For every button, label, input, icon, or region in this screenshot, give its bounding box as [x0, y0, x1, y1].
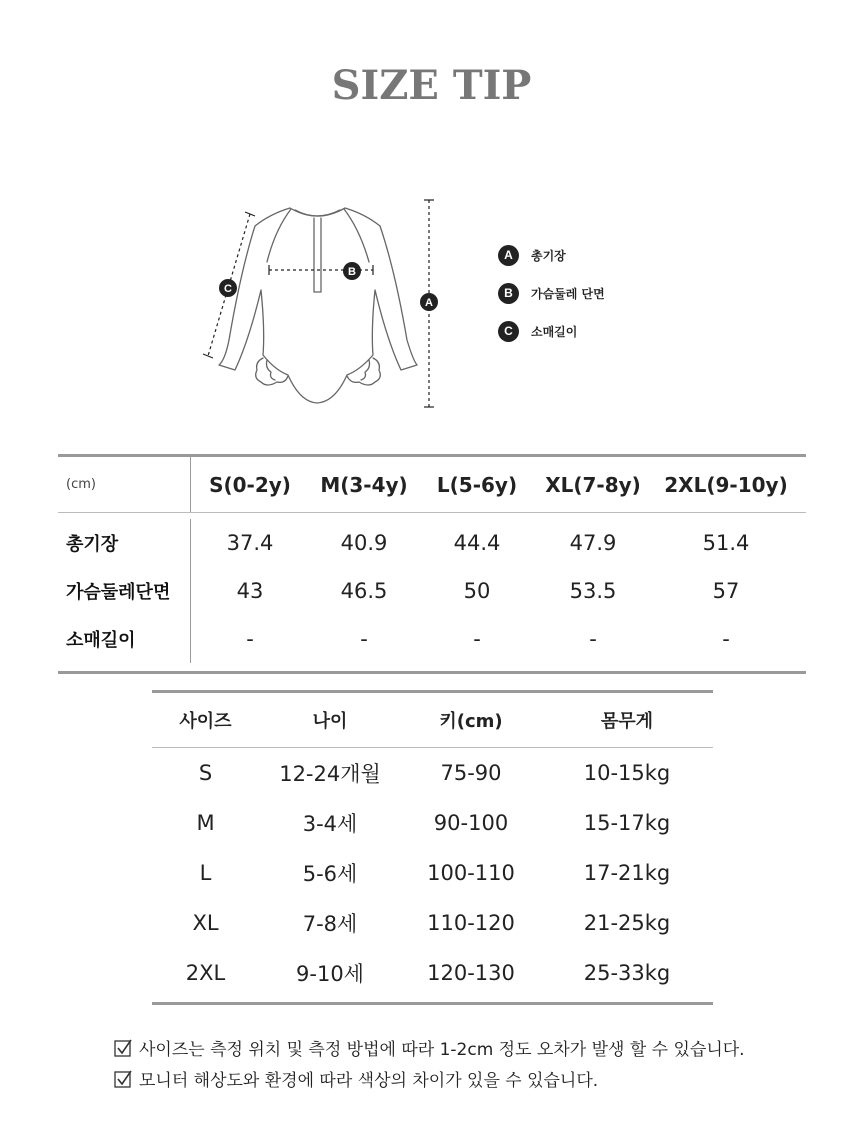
legend-label: 소매길이 [531, 324, 578, 339]
swimsuit-diagram [195, 190, 445, 415]
unit-label: (cm) [66, 477, 96, 492]
table-cell: 40.9 [340, 531, 388, 555]
table-cell: 50 [463, 579, 491, 603]
table-cell: - [722, 627, 730, 651]
legend-item [498, 236, 605, 274]
table-cell: M [196, 811, 215, 835]
table-cell: 37.4 [226, 531, 274, 555]
row-label-cell [58, 615, 191, 663]
table-cell: 5-6세 [302, 862, 358, 886]
checkbox-checked-icon [114, 1069, 133, 1088]
table-cell: - [589, 627, 597, 651]
table-cell: 46.5 [340, 579, 388, 603]
table-cell: 75-90 [440, 761, 502, 785]
table-cell: - [473, 627, 481, 651]
table-row [152, 948, 713, 998]
table-row [152, 798, 713, 848]
marker-b-label: B [348, 266, 356, 278]
table-row [152, 748, 713, 798]
marker-a-label: A [425, 297, 433, 309]
table-body [58, 513, 806, 671]
note-text: 모니터 해상도와 환경에 따라 색상의 차이가 있을 수 있습니다. [139, 1071, 599, 1091]
size-guide-table [152, 690, 713, 1005]
legend-item [498, 274, 605, 312]
table-cell: 9-10세 [296, 962, 364, 986]
row-label: 소매길이 [66, 630, 136, 651]
row-label-cell [58, 519, 191, 567]
measurement-table [58, 454, 806, 674]
legend-label: 총기장 [531, 248, 566, 263]
marker-c-label: C [224, 283, 232, 295]
table-cell: 12-24개월 [279, 762, 381, 786]
table-row [58, 519, 806, 567]
table-cell: L [199, 861, 212, 885]
table-cell: 51.4 [702, 531, 750, 555]
legend-label: 가슴둘레 단면 [531, 286, 605, 301]
table-cell: 43 [236, 579, 264, 603]
size-header: L(5-6y) [436, 472, 518, 497]
table-cell: XL [192, 911, 219, 935]
table-cell: 90-100 [433, 811, 509, 835]
legend-badge: A [498, 245, 519, 266]
size-header: 2XL(9-10y) [664, 472, 788, 497]
note-item [114, 1032, 745, 1063]
table-cell: 44.4 [453, 531, 501, 555]
column-header: 사이즈 [179, 711, 232, 732]
size-header: M(3-4y) [320, 472, 408, 497]
table-header-row [58, 457, 806, 513]
table-row [152, 898, 713, 948]
legend-badge: B [498, 283, 519, 304]
unit-cell [58, 457, 191, 512]
column-header: 몸무게 [600, 711, 654, 732]
note-item [114, 1063, 745, 1094]
table-cell: 10-15kg [583, 761, 671, 785]
table-cell: 3-4세 [302, 812, 358, 836]
column-header: 키(cm) [439, 711, 503, 732]
table-body [152, 748, 713, 1002]
table-cell: 47.9 [569, 531, 617, 555]
table-cell: 17-21kg [583, 861, 671, 885]
table-cell: 21-25kg [583, 911, 671, 935]
table-cell: 110-120 [427, 911, 515, 935]
column-header: 나이 [312, 711, 348, 732]
table-row [58, 567, 806, 615]
table-cell: 7-8세 [302, 912, 358, 936]
note-text: 사이즈는 측정 위치 및 측정 방법에 따라 1-2cm 정도 오차가 발생 할 수 있습니다. [139, 1040, 745, 1060]
notes [114, 1032, 745, 1094]
table-cell: 100-110 [427, 861, 515, 885]
page-title: SIZE TIP [331, 62, 532, 109]
table-cell: - [360, 627, 368, 651]
table-cell: 15-17kg [583, 811, 671, 835]
table-cell: - [246, 627, 254, 651]
row-label-cell [58, 567, 191, 615]
table-cell: S [198, 761, 213, 785]
measurement-legend [498, 236, 605, 350]
checkbox-checked-icon [114, 1038, 133, 1057]
table-cell: 57 [712, 579, 740, 603]
table-cell: 25-33kg [583, 961, 671, 985]
legend-badge: C [498, 321, 519, 342]
table-cell: 53.5 [569, 579, 617, 603]
table-row [152, 848, 713, 898]
table-cell: 120-130 [427, 961, 515, 985]
row-label: 가슴둘레단면 [66, 582, 171, 603]
table-row [58, 615, 806, 663]
size-header: S(0-2y) [209, 472, 291, 497]
row-label: 총기장 [66, 534, 119, 555]
size-header: XL(7-8y) [545, 472, 641, 497]
legend-item [498, 312, 605, 350]
table-header-row [152, 693, 713, 748]
table-cell: 2XL [185, 961, 226, 985]
